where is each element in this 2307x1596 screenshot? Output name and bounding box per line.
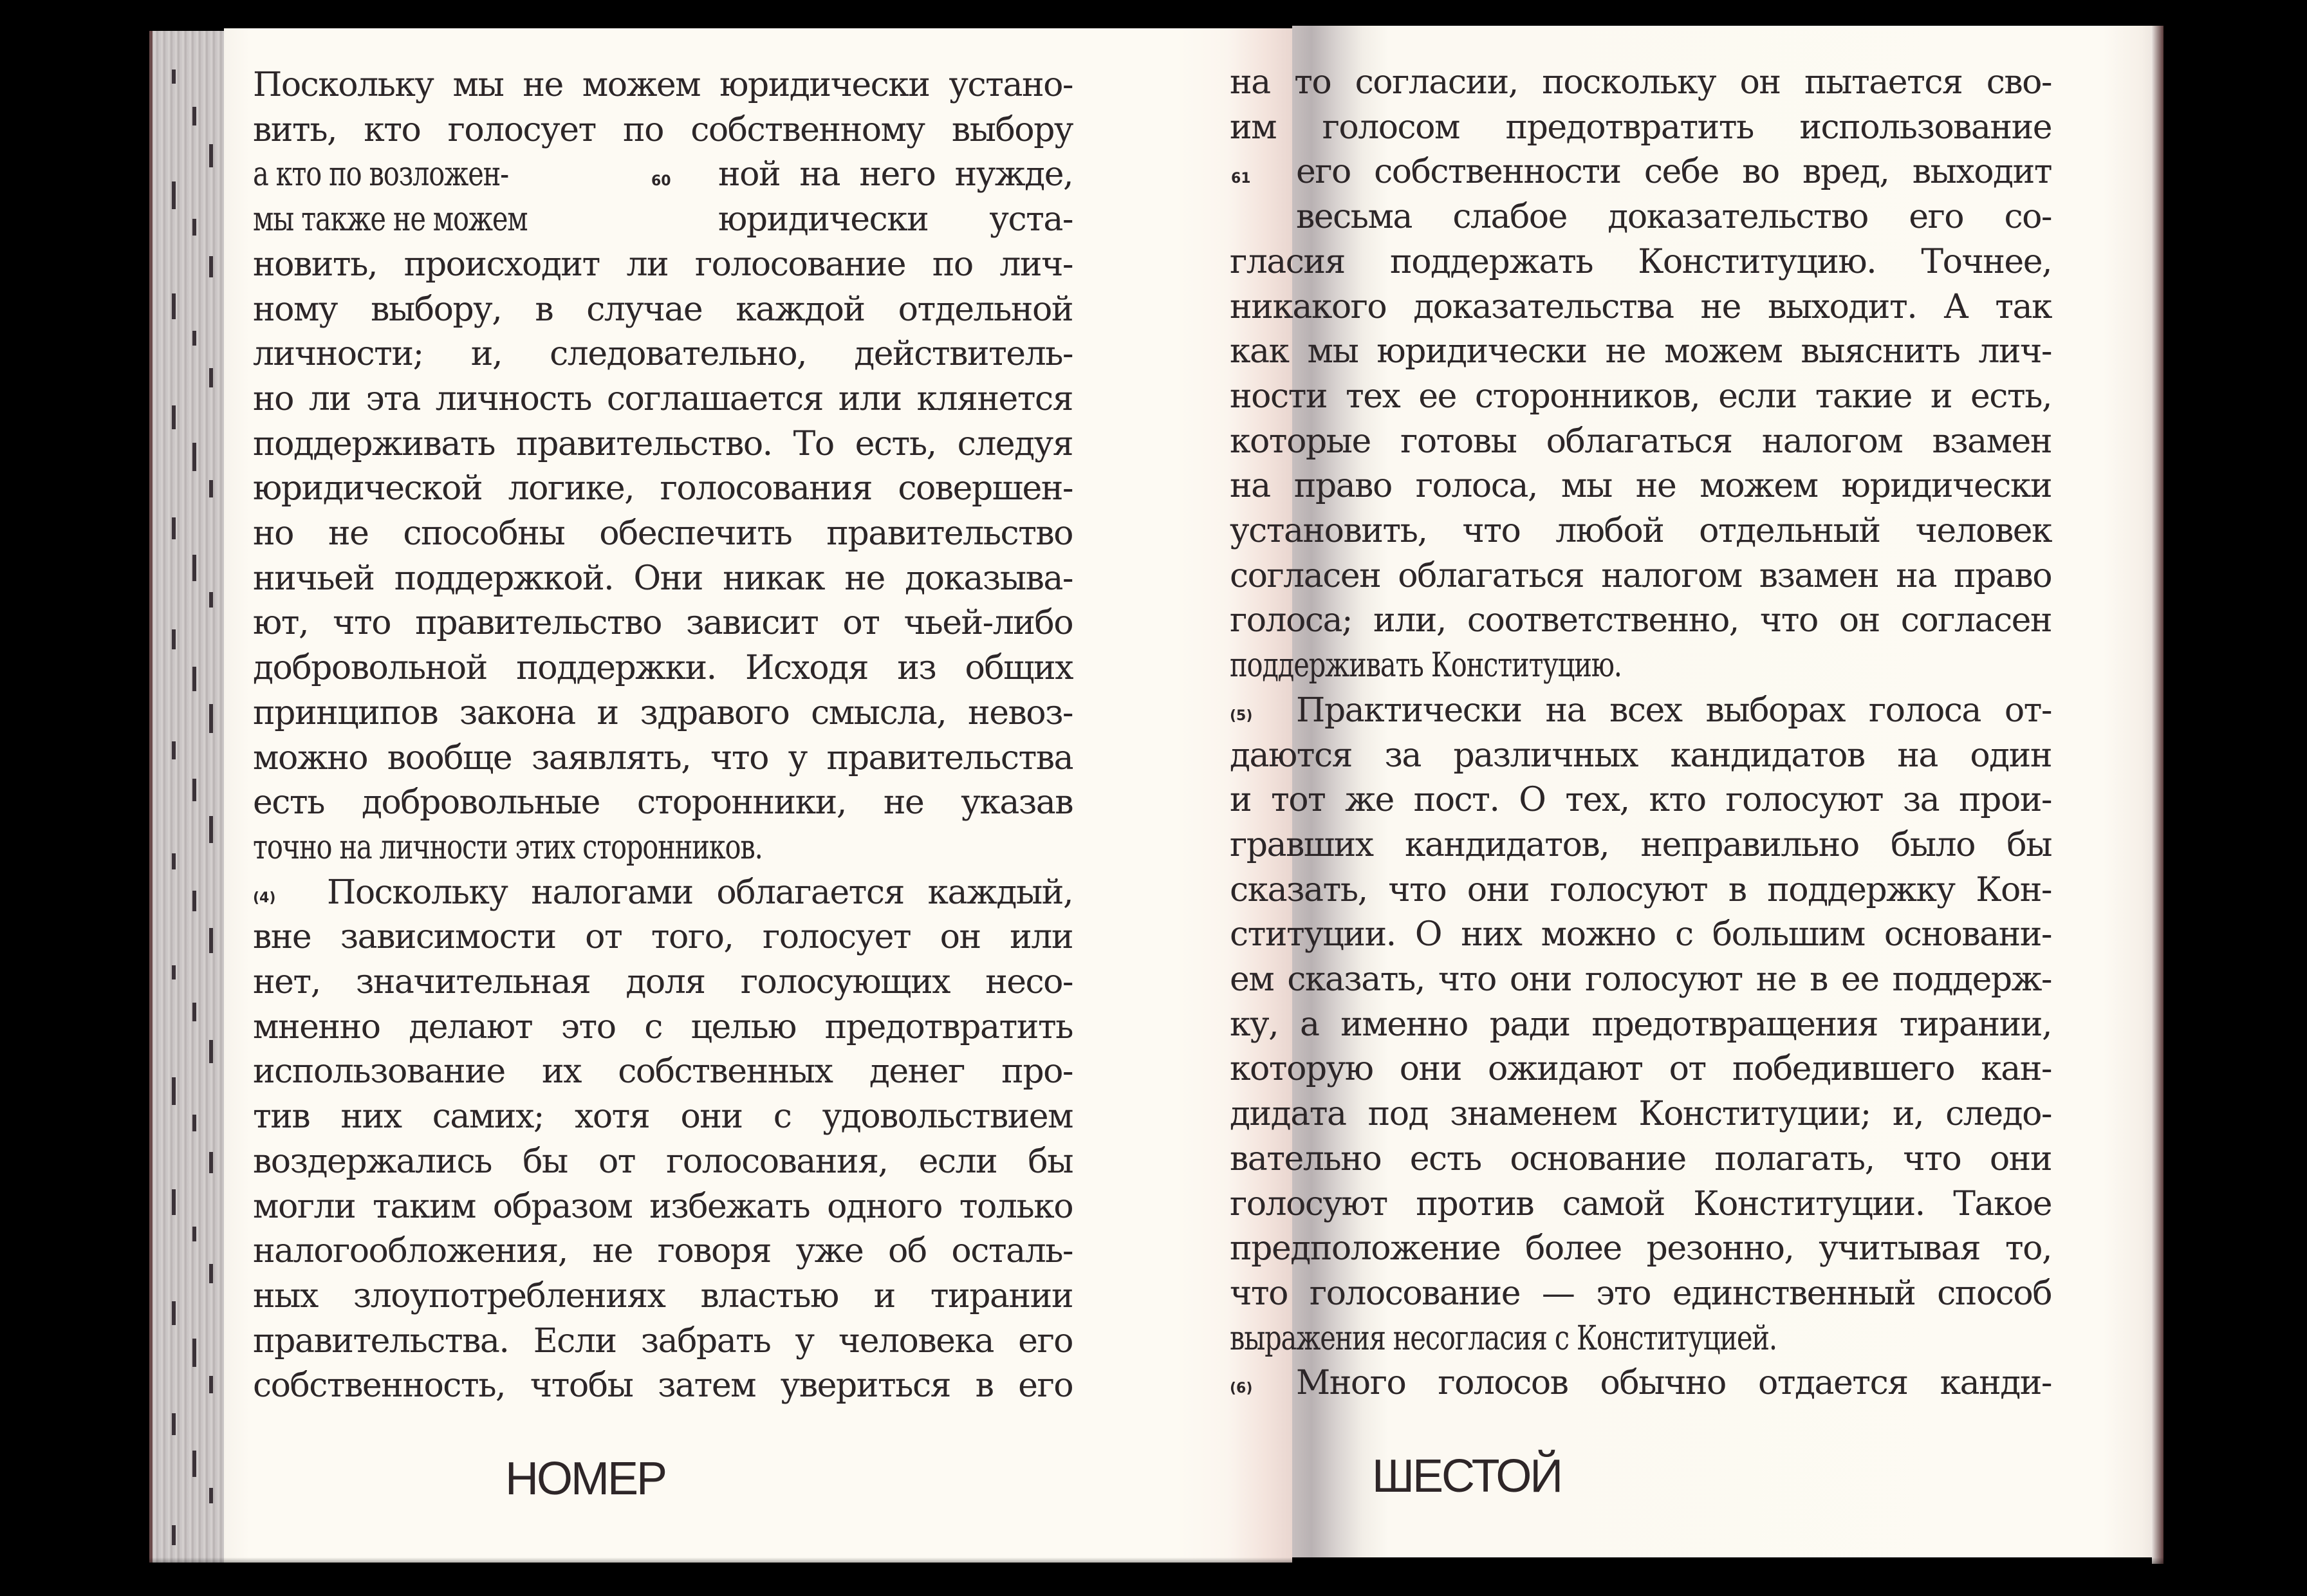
text-line: юридически уста- (718, 200, 1073, 239)
right-page-edge (2152, 26, 2163, 1564)
text-line: Поскольку налогами облагается каждый, (327, 873, 1073, 912)
text-line: Поскольку мы не можем юридически устано- (253, 66, 1073, 104)
page-stack-mark (172, 1189, 176, 1215)
page-stack-mark (172, 1413, 176, 1435)
paragraph-number: (4) (253, 889, 276, 906)
page-stack-mark (192, 107, 196, 125)
page-stack-mark (172, 517, 176, 539)
text-line: поддерживать Конституцию. (1230, 646, 1622, 685)
text-line: налогообложения, не говоря уже об осталь- (253, 1232, 1073, 1271)
text-line: ному выбору, в случае каждой отдельной (253, 290, 1073, 329)
page-stack-mark (192, 667, 196, 691)
right-page (1230, 26, 2154, 1557)
open-book (149, 26, 2163, 1564)
text-line: согласен облагаться налогом взамен на право (1230, 556, 2052, 595)
text-line: но ли эта личность соглашается или клянется (253, 379, 1073, 418)
page-stack-mark (192, 555, 196, 581)
text-line: гласия поддержать Конституцию. Точнее, (1230, 242, 2052, 281)
text-line: могли таким образом избежать одного только (253, 1187, 1073, 1226)
left-page (224, 28, 1292, 1563)
text-line: юридической логике, голосования совершен- (253, 469, 1073, 508)
text-line: Много голосов обычно отдается канди- (1296, 1364, 2052, 1403)
text-line: мненно делают это с целью предотвратить (253, 1007, 1073, 1046)
text-line: можно вообще заявлять, что у правительства (253, 738, 1073, 777)
page-stack-mark (192, 1115, 196, 1131)
page-stack-mark (192, 1003, 196, 1021)
paragraph-number: (5) (1230, 707, 1253, 724)
text-line: что голосование — это единственный способ (1230, 1274, 2052, 1313)
left-page-footer: НОМЕР (505, 1453, 666, 1505)
page-stack-mark (172, 70, 176, 84)
bottom-shadow (149, 1557, 2163, 1564)
page-stack-mark (172, 1525, 176, 1545)
text-line: Практически на всех выборах голоса от- (1296, 691, 2052, 730)
text-line: весьма слабое доказательство его со- (1296, 198, 2052, 237)
page-stack-mark (172, 629, 176, 649)
page-stack-mark (209, 480, 213, 497)
text-line: воздержались бы от голосования, если бы (253, 1142, 1073, 1181)
text-line: тив них самих; хотя они с удовольствием (253, 1097, 1073, 1137)
text-line: но не способны обеспечить правительство (253, 514, 1073, 553)
page-stack-mark (192, 891, 196, 911)
text-line: даются за различных кандидатов на один (1230, 736, 2052, 775)
text-line: собственность, чтобы затем увериться в его (253, 1366, 1073, 1406)
text-line: вить, кто голосует по собственному выбору (253, 110, 1073, 149)
right-page-footer: ШЕСТОЙ (1372, 1451, 1562, 1502)
text-line: принципов закона и здравого смысла, невоз- (253, 693, 1073, 732)
text-line: ку, а именно ради предотвращения тирании, (1230, 1005, 2052, 1044)
text-line: установить, что любой отдельный человек (1230, 512, 2052, 550)
page-stack-mark (209, 704, 213, 733)
page-stack-mark (172, 293, 176, 319)
text-line: на то согласии, поскольку он пытается сво- (1230, 63, 2052, 102)
paragraph-number: (6) (1230, 1380, 1253, 1397)
page-number: 61 (1231, 171, 1251, 187)
text-line: нет, значительная доля голосующих несо- (253, 963, 1073, 1001)
page-stack-mark (192, 1451, 196, 1477)
page-stack-mark (209, 256, 213, 277)
page-stack-mark (209, 1040, 213, 1063)
text-line: на право голоса, мы не можем юридически (1230, 467, 2052, 506)
text-line: никакого доказательства не выходит. А так (1230, 287, 2052, 326)
text-line: его собственности себе во вред, выходит (1296, 153, 2052, 192)
text-line: использование их собственных денег про- (253, 1052, 1073, 1091)
text-line: гравших кандидатов, неправильно было бы (1230, 825, 2052, 864)
page-stack-mark (172, 965, 176, 979)
page-stack-mark (209, 1376, 213, 1393)
page-stack-mark (192, 1227, 196, 1241)
text-line: поддерживать правительство. То есть, следуя (253, 424, 1073, 463)
text-line: ституции. О них можно с большим основани- (1230, 915, 2052, 954)
text-line: голоса; или, соответственно, что он согласен (1230, 601, 2052, 640)
page-stack-mark (209, 144, 213, 167)
page-stack-mark (209, 1152, 213, 1173)
text-line: которую они ожидают от победившего кан- (1230, 1050, 2052, 1089)
page-stack-mark (192, 331, 196, 346)
text-line: а кто по возложен- (253, 155, 508, 194)
page-stack-mark (172, 181, 176, 209)
text-line: ничьей поддержкой. Они никак не доказыва- (253, 559, 1073, 598)
text-line: мы также не можем (253, 200, 528, 239)
text-line: которые готовы облагаться налогом взамен (1230, 422, 2052, 461)
text-line: точно на личности этих сторонников. (253, 828, 763, 867)
text-line: вне зависимости от того, голосует он или (253, 918, 1073, 957)
text-line: личности; и, следовательно, действитель- (253, 335, 1073, 374)
page-stack-mark (192, 1339, 196, 1367)
text-line: ных злоупотреблениях властью и тирании (253, 1276, 1073, 1315)
text-line: ности тех ее сторонников, если такие и есть, (1230, 376, 2052, 416)
page-stack-mark (192, 443, 196, 471)
page-stack-mark (209, 816, 213, 843)
text-line: добровольной поддержки. Исходя из общих (253, 649, 1073, 688)
text-line: им голосом предотвратить использование (1230, 107, 2052, 147)
text-line: предположение более резонно, учитывая то, (1230, 1229, 2052, 1268)
page-number: 60 (651, 173, 671, 190)
page-stack-mark (192, 779, 196, 801)
text-line: и тот же пост. О тех, кто голосуют за прои- (1230, 781, 2052, 820)
page-stack-mark (172, 741, 176, 759)
text-line: ем сказать, что они голосуют не в ее поддерж- (1230, 960, 2052, 999)
page-stack-mark (172, 1077, 176, 1105)
page-stack-mark (172, 1301, 176, 1325)
text-line: ной на него нужде, (718, 155, 1073, 194)
page-stack-mark (209, 592, 213, 608)
text-line: новить, происходит ли голосование по лич- (253, 245, 1073, 284)
page-stack-mark (209, 1264, 213, 1283)
page-stack-edge (149, 31, 228, 1563)
text-line: выражения несогласия с Конституцией. (1230, 1319, 1777, 1358)
text-line: голосуют против самой Конституции. Такое (1230, 1184, 2052, 1223)
text-line: вательно есть основание полагать, что они (1230, 1139, 2052, 1178)
page-stack-mark (192, 219, 196, 236)
page-stack-mark (172, 853, 176, 869)
text-line: как мы юридически не можем выяснить лич- (1230, 332, 2052, 371)
text-line: есть добровольные сторонники, не указав (253, 783, 1073, 822)
text-line: дидата под знаменем Конституции; и, следо- (1230, 1095, 2052, 1134)
page-stack-mark (172, 405, 176, 429)
page-stack-mark (209, 1488, 213, 1503)
text-line: правительства. Если забрать у человека его (253, 1321, 1073, 1360)
page-stack-mark (209, 368, 213, 387)
page-stack-mark (209, 928, 213, 953)
text-line: ют, что правительство зависит от чьей-либо (253, 604, 1073, 643)
text-line: сказать, что они голосуют в поддержку Кон- (1230, 870, 2052, 909)
